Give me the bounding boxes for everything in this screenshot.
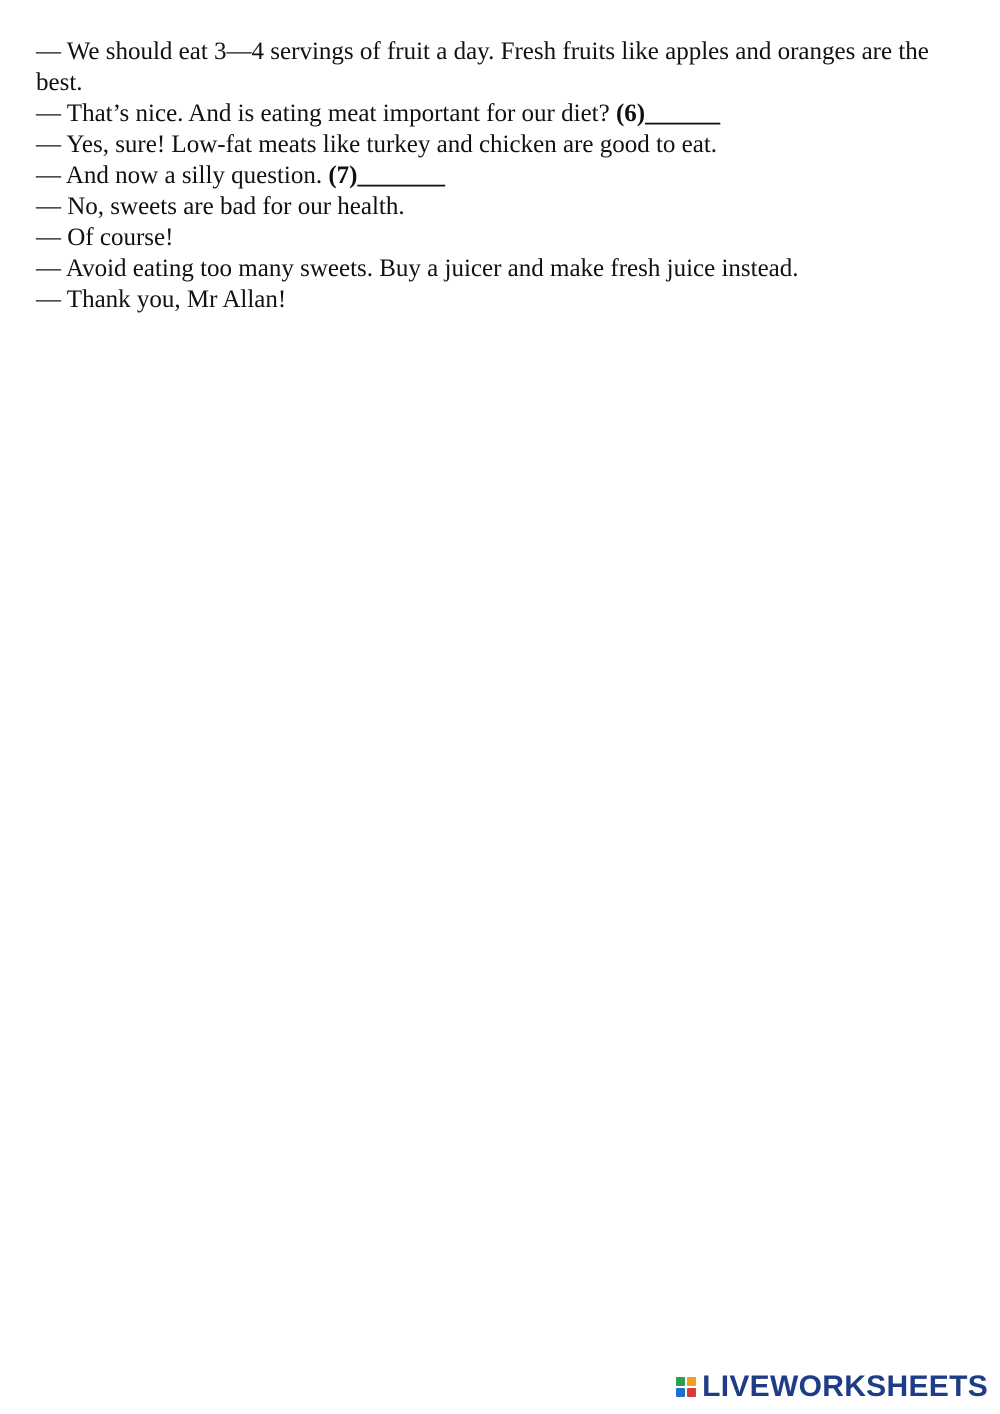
dialogue-line-2 [36, 98, 976, 129]
answer-blank-6[interactable]: (6)______ [615, 100, 721, 127]
dialogue-line-text: — Of course! [36, 224, 174, 251]
dialogue-line-3 [36, 129, 976, 160]
dialogue-line-text: — Avoid eating too many sweets. Buy a juicer and make fresh juice instead. [36, 255, 799, 282]
logo-square-icon [687, 1377, 696, 1386]
dialogue-line-text: — Yes, sure! Low-fat meats like turkey and chicken are good to eat. [36, 131, 718, 158]
dialogue-line-text: — No, sweets are bad for our health. [36, 193, 405, 220]
logo-square-icon [676, 1388, 685, 1397]
dialogue-line-1 [36, 36, 976, 98]
dialogue-line-text: — That’s nice. And is eating meat important for our diet? [36, 100, 616, 127]
dialogue-line-5 [36, 191, 976, 222]
dialogue-line-text: — We should eat 3—4 servings of fruit a day. Fresh fruits like apples and oranges are the best. [36, 38, 929, 96]
dialogue-line-4 [36, 160, 976, 191]
answer-blank-7[interactable]: (7)_______ [328, 162, 446, 189]
dialogue-line-6 [36, 222, 976, 253]
dialogue-text [36, 36, 976, 315]
liveworksheets-brand [676, 1370, 988, 1404]
dialogue-line-text: — Thank you, Mr Allan! [36, 286, 287, 313]
liveworksheets-logo-icon [676, 1377, 696, 1397]
brand-name: LIVEWORKSHEETS [702, 1370, 988, 1403]
logo-square-icon [687, 1388, 696, 1397]
dialogue-line-8 [36, 284, 976, 315]
dialogue-line-text: — And now a silly question. [36, 162, 329, 189]
dialogue-line-7 [36, 253, 976, 284]
logo-square-icon [676, 1377, 685, 1386]
